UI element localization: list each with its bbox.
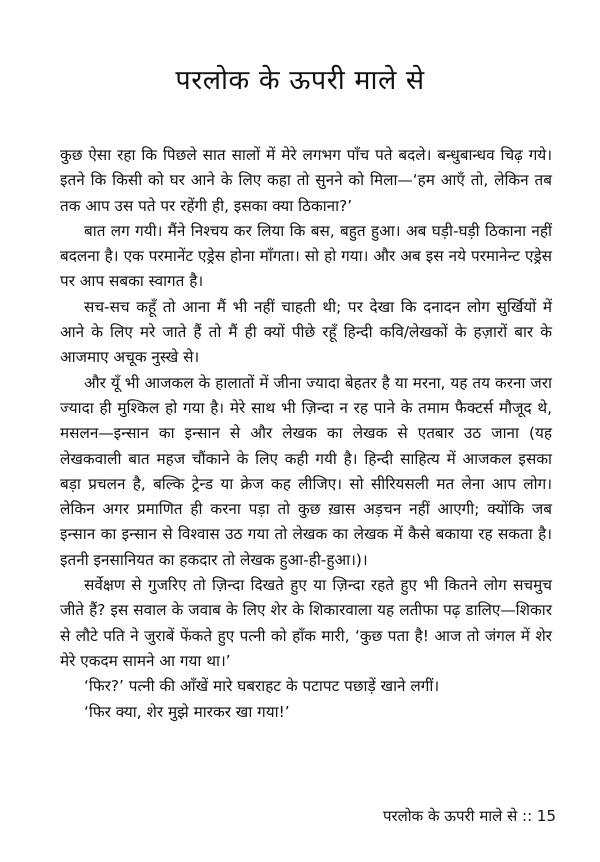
paragraph-4: और यूँ भी आजकल के हालातों में जीना ज्यादा बेहतर है या मरना, यह तय करना जरा ज्यादा ही मुश्किल हो गया है। मेरे साथ भी ज़िन्दा न रह पाने के तमाम फैक्टर्स मौजूद थे, मसलन—इन्सान का इन्सान से और लेखक का लेखक से एतबार उठ जाना (यह लेखकवाली बात महज चौंकाने के लिए कही गयी है। हिन्दी साहित्य में आजकल इसका बड़ा प्रचलन है, बल्कि ट्रेन्ड या क्रेज कह लीजिए। सो सीरियसली मत लेना आप लोग। लेकिन अगर प्रमाणित ही करना पड़ा तो कुछ ख़ास अड़चन नहीं आएगी; क्योंकि जब इन्सान का इन्सान से विश्वास उठ गया तो लेखक का लेखक में कैसे बकाया रह सकता है। इतनी इनसानियत का हकदार तो लेखक हुआ-ही-हुआ।)। — [60, 373, 552, 569]
dialogue-line-1: ‘फिर?’ पत्नी की आँखें मारे घबराहट के पटापट पछाड़ें खाने लगीं। — [84, 677, 440, 696]
chapter-title: परलोक के ऊपरी माले से — [175, 65, 425, 96]
paragraph-1: कुछ ऐसा रहा कि पिछले सात सालों में मेरे लगभग पाँच पते बदले। बन्धुबान्धव चिढ़ गये। इतने कि किसी को घर आने के लिए कहा तो सुनने को मिला—‘हम आएँ तो, लेकिन तब तक आप उस पते पर रहेंगी ही, इसका क्या ठिकाना?’ — [60, 146, 552, 215]
paragraph-3: सच-सच कहूँ तो आना मैं भी नहीं चाहती थी; पर देखा कि दनादन लोग सुर्खियों में आने के लिए मरे जाते हैं तो मैं ही क्यों पीछे रहूँ हिन्दी कवि/लेखकों के हज़ारों बार के आजमाए अचूक नुस्खे से। — [60, 297, 552, 367]
dialogue-line-2: ‘फिर क्या, शेर मुझे मारकर खा गया!’ — [84, 702, 290, 721]
paragraph-2: बात लग गयी। मैंने निश्चय कर लिया कि बस, बहुत हुआ। अब घड़ी-घड़ी ठिकाना नहीं बदलना है। एक परमानेंट एड्रेस होना माँगता। सो हो गया। और अब इस नये परमानेन्ट एड्रेस पर आप सबका स्वागत है। — [60, 221, 552, 291]
page-footer: परलोक के ऊपरी माले से :: 15 — [382, 807, 556, 825]
paragraph-5: सर्वेक्षण से गुजरिए तो ज़िन्दा दिखते हुए या ज़िन्दा रहते हुए भी कितने लोग सचमुच जीते हैं? इस सवाल के जवाब के लिए शेर के शिकारवाला यह लतीफा पढ़ डालिए—शिकार से लौटे पति ने जुराबें फेंकते हुए पत्नी को हाँक मारी, ‘कुछ पता है! आज तो जंगल में शेर मेरे एकदम सामने आ गया था।’ — [60, 576, 552, 670]
chapter-body — [60, 143, 552, 725]
